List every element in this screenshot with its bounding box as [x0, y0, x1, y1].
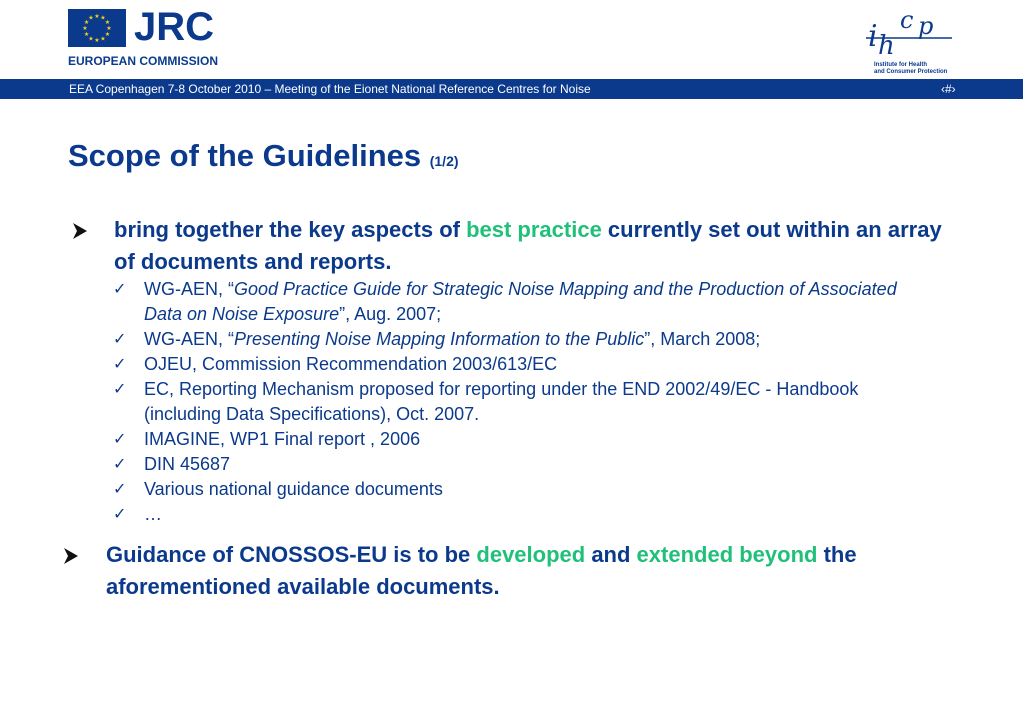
jrc-subtitle: EUROPEAN COMMISSION [68, 54, 219, 68]
ihcp-logo [862, 4, 962, 76]
checkmark-icon: ✓ [113, 281, 127, 298]
eu-flag-icon [68, 9, 126, 47]
list-item: ✓ OJEU, Commission Recommendation 2003/613/EC [113, 352, 933, 377]
svg-text:c: c [900, 6, 914, 34]
eu-star-icon: ★ [82, 26, 88, 32]
page-title [68, 138, 459, 174]
svg-text:h: h [878, 31, 895, 61]
list-item: ✓ WG-AEN, “Presenting Noise Mapping Information to the Public”, March 2008; [113, 327, 933, 352]
eu-star-icon: ★ [94, 14, 100, 20]
ihcp-logo-mark-icon [862, 4, 962, 62]
eu-star-icon: ★ [88, 36, 94, 43]
eu-star-icon: ★ [83, 20, 90, 26]
list-item: ✓ … [113, 502, 933, 527]
arrow-bullet-icon [72, 222, 88, 240]
list-item: ✓ Various national guidance documents [113, 477, 933, 502]
jrc-logo-text: JRC [134, 5, 215, 49]
bullet-best-practice: bring together the key aspects of best practice currently set out within an array of documents and reports. [114, 217, 942, 274]
bullet-cnossos-guidance: Guidance of CNOSSOS-EU is to be developed and extended beyond the aforementioned available documents. [106, 542, 857, 599]
checkmark-icon: ✓ [113, 431, 127, 448]
eu-star-icon: ★ [104, 32, 111, 38]
highlight-developed: developed [476, 542, 586, 567]
svg-text:i: i [868, 19, 878, 54]
eu-star-icon: ★ [88, 15, 94, 22]
list-item: ✓ IMAGINE, WP1 Final report , 2006 [113, 427, 933, 452]
band-text: EEA Copenhagen 7-8 October 2010 – Meeting of the Eionet National Reference Centres for Noise [69, 82, 591, 96]
checkmark-icon: ✓ [113, 331, 127, 348]
checkmark-icon: ✓ [113, 456, 127, 473]
title-main: Scope of the Guidelines [68, 138, 422, 173]
list-item: ✓ DIN 45687 [113, 452, 933, 477]
list-item: ✓ EC, Reporting Mechanism proposed for reporting under the END 2002/49/EC - Handbook (including Data Specifications), Oct. 2007. [113, 379, 859, 424]
eu-star-icon: ★ [94, 38, 100, 44]
highlight-extended-beyond: extended beyond [636, 542, 818, 567]
eu-star-icon: ★ [104, 20, 111, 26]
checkmark-icon: ✓ [113, 481, 127, 498]
reference-list [113, 277, 933, 527]
svg-text:p: p [918, 12, 934, 40]
ihcp-subtitle: Institute for Health and Consumer Protection [874, 62, 948, 75]
highlight-best-practice: best practice [466, 217, 602, 242]
eu-star-icon: ★ [100, 36, 106, 43]
checkmark-icon: ✓ [113, 381, 127, 398]
title-part: (1/2) [429, 153, 459, 169]
eu-star-icon: ★ [100, 15, 106, 22]
page-number: ‹#› [941, 82, 956, 96]
list-item: ✓ WG-AEN, “Good Practice Guide for Strategic Noise Mapping and the Production of Associated Data on Noise Exposure”, Aug. 2007; [113, 279, 897, 324]
checkmark-icon: ✓ [113, 356, 127, 373]
jrc-logo [68, 5, 219, 68]
eu-star-icon: ★ [83, 32, 90, 38]
header-band [0, 79, 1023, 99]
arrow-bullet-icon [63, 547, 79, 565]
checkmark-icon: ✓ [113, 506, 127, 523]
eu-star-icon: ★ [106, 26, 112, 32]
